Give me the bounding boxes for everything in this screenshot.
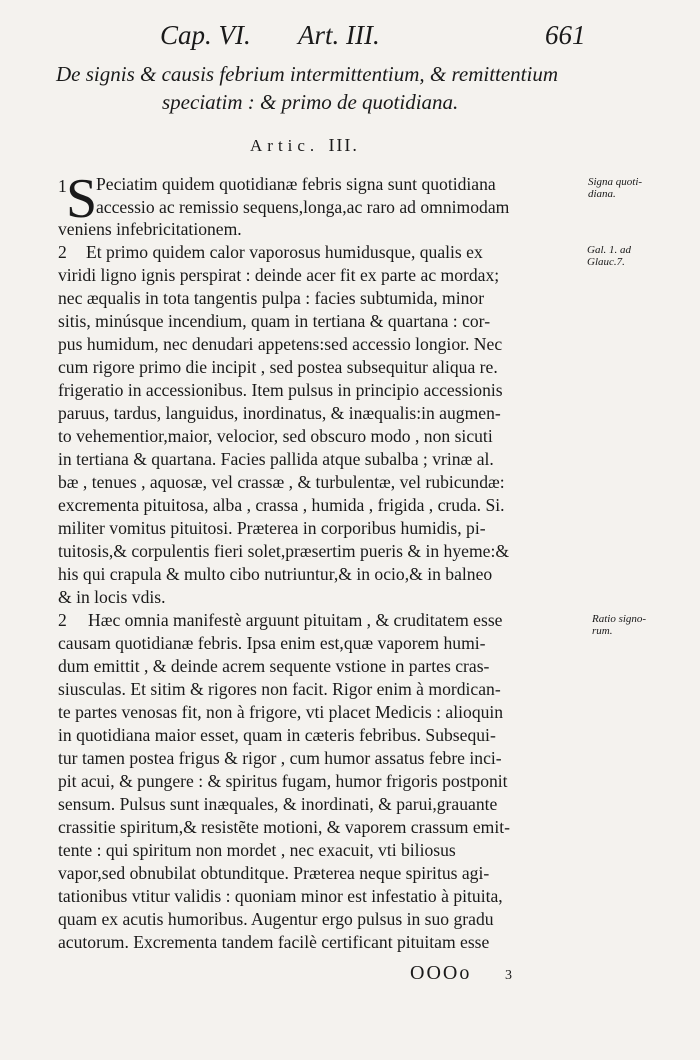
text-line: tuitosis,& corpulentis fieri solet,præsertim pueris & in hyeme:& bbox=[58, 541, 510, 561]
text-line: Peciatim quidem quotidianæ febris signa sunt quotidiana bbox=[96, 174, 496, 194]
text-line: causam quotidianæ febris. Ipsa enim est,quæ vaporem humi- bbox=[58, 633, 486, 653]
text-line: sensum. Pulsus sunt inæquales, & inordinati, & parui,grauante bbox=[58, 794, 498, 814]
text-line: in tertiana & quartana. Facies pallida atque subalba ; vrinæ al. bbox=[58, 449, 494, 469]
text-line: his qui crapula & multo cibo nutriuntur,& in ocio,& in balneo bbox=[58, 564, 493, 584]
text-line: Hæc omnia manifestè arguunt pituitam , & cruditatem esse bbox=[88, 610, 503, 630]
margin-note-line: rum. bbox=[592, 625, 613, 637]
text-line: tente : qui spiritum non mordet , nec exacuit, vti biliosus bbox=[58, 840, 456, 860]
section-title-line-2: speciatim : & primo de quotidiana. bbox=[162, 90, 459, 114]
signature-number: 3 bbox=[505, 968, 512, 983]
text-line: pit acui, & pungere : & spiritus fugam, humor frigoris postponit bbox=[58, 771, 508, 791]
text-line: viridi ligno ignis perspirat : deinde acer fit ex parte ac mordax; bbox=[58, 265, 500, 285]
text-line: siusculas. Et sitim & rigores non facit. Rigor enim à mordican- bbox=[58, 679, 501, 699]
text-line: frigeratio in accessionibus. Item pulsus in principio accessionis bbox=[58, 380, 503, 400]
text-line: in quotidiana maior esset, quam in cæteris febribus. Subsequi- bbox=[58, 725, 496, 745]
text-line: excrementa pituitosa, alba , crassa , humida , frigida , cruda. Si. bbox=[58, 495, 505, 515]
text-line: tationibus vtitur validis : quoniam minor est infestatio à pituita, bbox=[58, 886, 503, 906]
paragraph-number: 2 bbox=[58, 610, 67, 630]
page-number: 661 bbox=[545, 20, 586, 50]
text-line: cum rigore primo die incipit , sed postea subsequitur aliqua re. bbox=[58, 357, 498, 377]
text-line: tur tamen postea frigus & rigor , cum humor assatus febre inci- bbox=[58, 748, 502, 768]
article-heading-word: Artic. bbox=[250, 136, 320, 155]
text-line: veniens infebricitationem. bbox=[58, 219, 242, 239]
running-header-article: Art. III. bbox=[298, 20, 380, 50]
text-line: dum emittit , & deinde acrem sequente vstione in partes cras- bbox=[58, 656, 490, 676]
drop-cap: S bbox=[66, 168, 98, 230]
text-line: sitis, minúsque incendium, quam in tertiana & quartana : cor- bbox=[58, 311, 491, 331]
text-line: quam ex acutis humoribus. Augentur ergo pulsus in suo gradu bbox=[58, 909, 494, 929]
text-line: accessio ac remissio sequens,longa,ac raro ad omnimodam bbox=[96, 197, 510, 217]
section-title-line-1: De signis & causis febrium intermittentium, & remittentium bbox=[56, 62, 559, 86]
text-line: militer vomitus pituitosi. Præterea in corporibus humidis, pi- bbox=[58, 518, 486, 538]
text-line: paruus, tardus, languidus, inordinatus, & inæqualis:in augmen- bbox=[58, 403, 501, 423]
text-line: te partes venosas fit, non à frigore, vti placet Medicis : alioquin bbox=[58, 702, 504, 722]
paragraph-number: 1 bbox=[58, 176, 67, 196]
text-line: crassitie spiritum,& resistẽte motioni, & vaporem crassum emit- bbox=[58, 817, 510, 837]
text-line: nec æqualis in tota tangentis pulpa : facies subtumida, minor bbox=[58, 288, 485, 308]
margin-note-line: Gal. 1. ad bbox=[587, 244, 631, 256]
margin-note-line: Ratio signo- bbox=[592, 613, 647, 625]
margin-note-line: Signa quoti- bbox=[588, 176, 643, 188]
text-line: to vehementior,maior, velocior, sed obscuro modo , non sicuti bbox=[58, 426, 493, 446]
text-line: & in locis vdis. bbox=[58, 587, 166, 607]
margin-note bbox=[587, 244, 631, 268]
text-line: bæ , tenues , aquosæ, vel crassæ , & turbulentæ, vel rubicundæ: bbox=[58, 472, 505, 492]
text-line: Et primo quidem calor vaporosus humidusque, qualis ex bbox=[86, 242, 483, 262]
text-line: acutorum. Excrementa tandem facilè certificant pituitam esse bbox=[58, 932, 490, 952]
margin-note bbox=[588, 176, 642, 200]
article-heading bbox=[250, 135, 359, 156]
margin-note-line: Glauc.7. bbox=[587, 256, 625, 268]
text-line: pus humidum, nec denudari appetens:sed accessio longior. Nec bbox=[58, 334, 503, 354]
article-heading-numeral: III. bbox=[328, 135, 359, 155]
text-line: vapor,sed obnubilat obtunditque. Præterea neque spiritus agi- bbox=[58, 863, 490, 883]
margin-note-line: diana. bbox=[588, 188, 616, 200]
margin-note bbox=[592, 613, 646, 637]
signature-mark: OOOo bbox=[410, 962, 472, 984]
paragraph-number: 2 bbox=[58, 242, 67, 262]
running-header-chapter: Cap. VI. bbox=[160, 20, 251, 50]
